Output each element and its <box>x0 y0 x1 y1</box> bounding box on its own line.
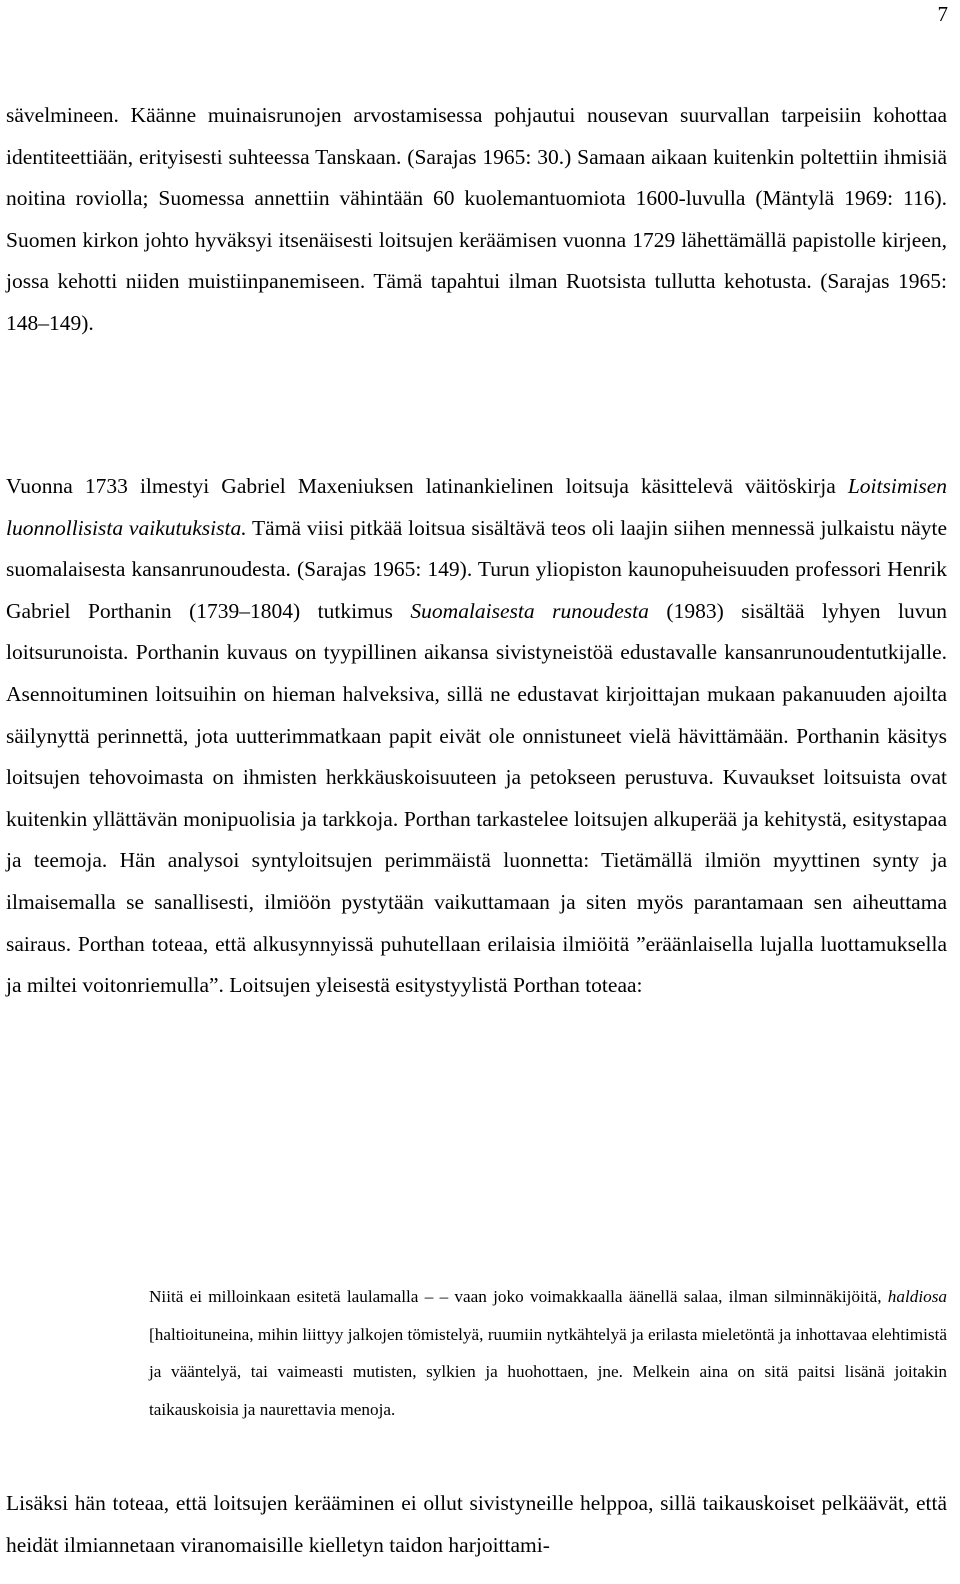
quote-italic-term: haldiosa <box>887 1287 947 1306</box>
page-number: 7 <box>937 2 948 26</box>
paragraph-text: (1983) sisältää lyhyen luvun loitsurunoista. Porthanin kuvaus on tyypillinen aikansa sivistyneistöä edustavalle kansanrunoudentutkijalle. Asennoituminen loitsuihin on hieman halveksiva, sillä ne edustavat kirjoittajan mukaan pakanuuden ajoilta säilynyttä perinnettä, jota uutterimmatkaan papit eivät ole onnistuneet vielä hävittämään. Porthanin käsitys loitsujen tehovoimasta on ihmisten herkkäuskoisuuteen ja petokseen perustuva. Kuvaukset loitsuista ovat kuitenkin yllättävän monipuolisia ja tarkkoja. Porthan tarkastelee loitsujen alkuperää ja kehitystä, esitystapaa ja teemoja. Hän analysoi syntyloitsujen perimmäistä luonnetta: Tietämällä ilmiön myyttinen synty ja ilmaisemalla se sanallisesti, ilmiöön pystytään vaikuttamaan ja siten myös parantamaan sen aiheuttama sairaus. Porthan toteaa, että alkusynnyissä puhutellaan erilaisia ilmiöitä ”eräänlaisella lujalla luottamuksella ja miltei voitonriemulla”. Loitsujen yleisestä esitystyylistä Porthan toteaa: <box>6 598 948 998</box>
work-title-italic: Loitsimisen luonnollisista vaikutuksista. <box>6 474 947 540</box>
body-paragraph-1: sävelmineen. Käänne muinaisrunojen arvostamisessa pohjautui nousevan suurvallan tarpeisiin kohottaa identiteettiään, erityisesti suhteessa Tanskaan. (Sarajas 1965: 30.) Samaan aikaan kuitenkin poltettiin ihmisiä noitina roviolla; Suomessa annettiin vähintään 60 kuolemantuomiota 1600-luvulla (Mäntylä 1969: 116). Suomen kirkon johto hyväksyi itsenäisesti loitsujen keräämisen vuonna 1729 lähettämällä papistolle kirjeen, jossa kehotti niiden muistiinpanemiseen. Tämä tapahtui ilman Ruotsista tullutta kehotusta. (Sarajas 1965: 148–149). <box>6 103 947 335</box>
quote-text: [haltioituneina, mihin liittyy jalkojen tömistelyä, ruumiin nytkähtelyä ja erilasta mieletöntä ja inhottavaa elehtimistä ja vääntelyä, tai vaimeasti mutisten, sylkien ja huohottaen, jne. Melkein aina on sitä paitsi lisänä joitakin taikauskoisia ja naurettavia menoja. <box>149 1324 947 1419</box>
paragraph-text: Tämä viisi pitkää loitsua sisältävä teos oli laajin siihen mennessä julkaistu näyte suomalaisesta kansanrunoudesta. (Sarajas 1965: 149). Turun yliopiston kaunopuheisuuden professori Henrik Gabriel Porthanin (1739–1804) tutkimus <box>6 515 948 623</box>
paragraph-text: Vuonna 1733 ilmestyi Gabriel Maxeniuksen latinankielinen loitsuja käsittelevä väitöskirja <box>6 474 848 498</box>
quote-text: Niitä ei milloinkaan esitetä laulamalla – – vaan joko voimakkaalla äänellä salaa, ilman silminnäkijöitä, <box>149 1287 888 1306</box>
body-paragraph-3: Lisäksi hän toteaa, että loitsujen kerääminen ei ollut sivistyneille helppoa, sillä taikauskoiset pelkäävät, että heidät ilmiannetaan viranomaisille kielletyn taidon harjoittami- <box>6 1491 947 1557</box>
body-paragraph-2 <box>6 466 947 1007</box>
block-quote <box>149 1278 947 1428</box>
work-title-italic: Suomalaisesta runoudesta <box>410 598 649 623</box>
